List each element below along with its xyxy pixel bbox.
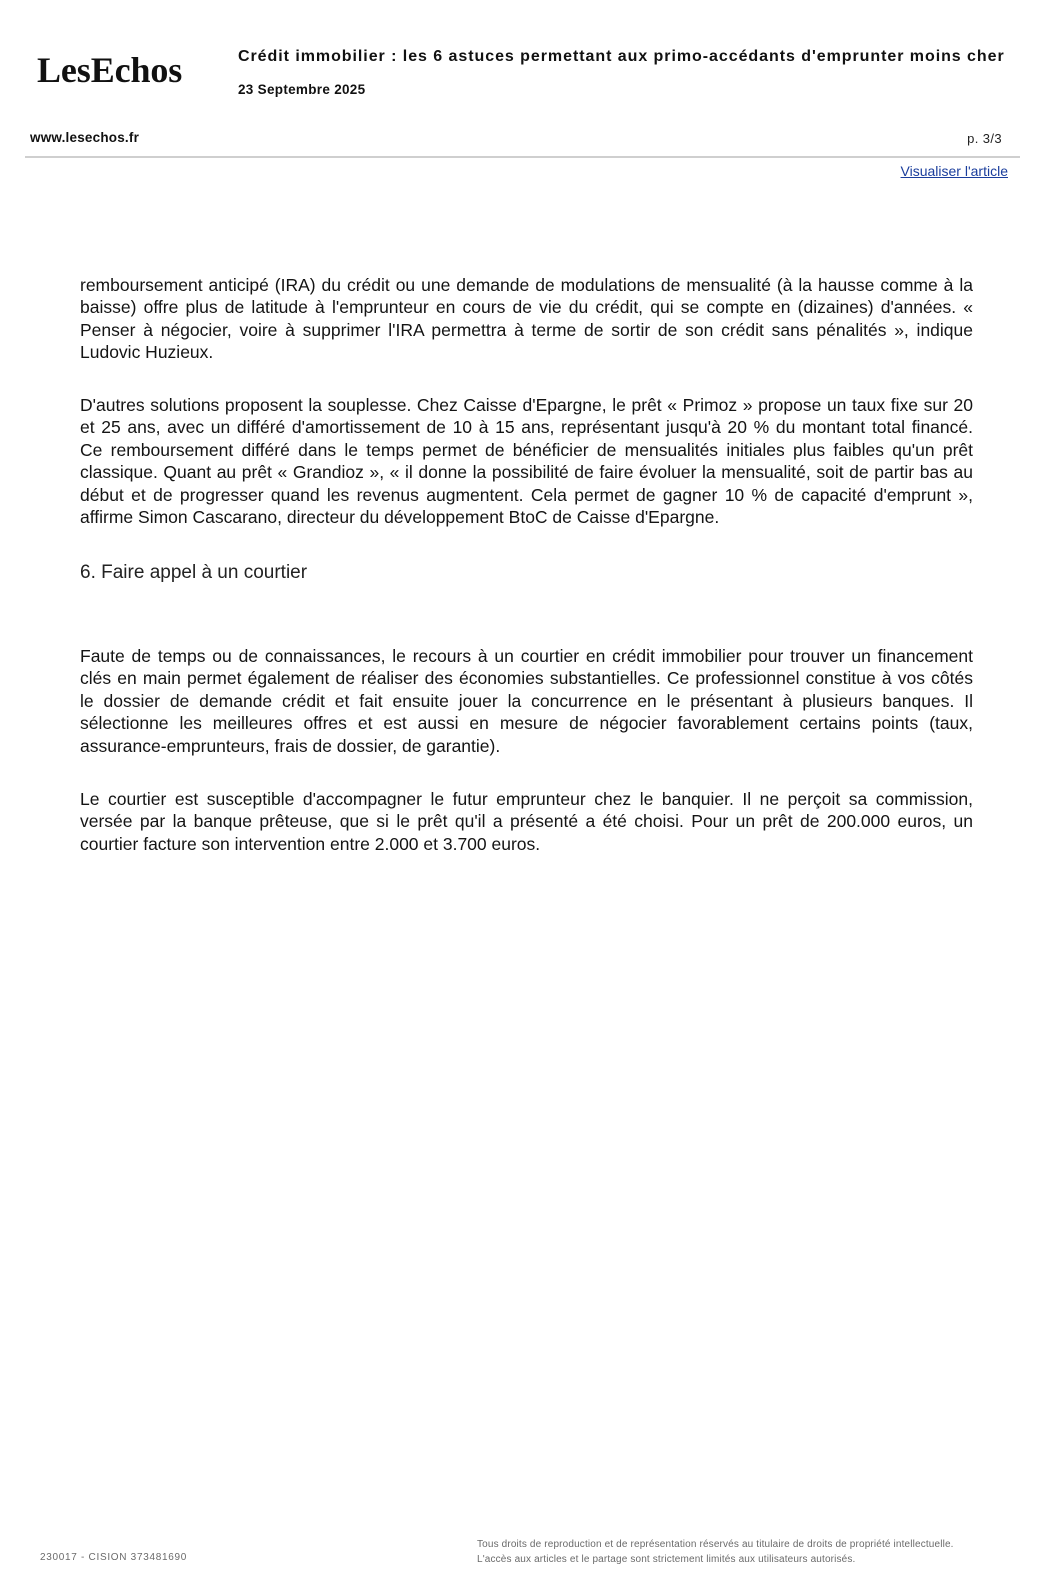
paragraph-line: début et de progresser quand les revenus augmentent. Cela permet de gagner 10 % de capacité d'emprunt », <box>80 484 973 505</box>
article-paragraph <box>80 274 973 364</box>
paragraph-line: et 25 ans, avec un différé d'amortissement de 10 à 15 ans, représentant jusqu'à 20 % du montant total financé. <box>80 417 973 438</box>
article-paragraph <box>80 394 973 529</box>
paragraph-line: remboursement anticipé (IRA) du crédit ou une demande de modulations de mensualité (à la hausse comme à la <box>80 275 973 295</box>
cision-reference: 230017 - CISION 373481690 <box>40 1552 188 1563</box>
copyright-notice: Tous droits de reproduction et de représentation réservés au titulaire de droits de propriété intellectuelle. <box>477 1539 954 1550</box>
paragraph-line: Penser à négocier, voire à supprimer l'IRA permettra à terme de sortir de son crédit sans pénalités », indique <box>80 319 973 340</box>
paragraph-line: courtier facture son intervention entre 2.000 et 3.700 euros. <box>80 833 541 854</box>
paragraph-line: assurance-emprunteurs, frais de dossier, de garantie). <box>80 735 501 756</box>
paragraph-line: versée par la banque prêteuse, que si le prêt qu'il a présenté a été choisi. Pour un prêt de 200.000 euros, un <box>80 811 973 832</box>
paragraph-line: sélectionne les meilleures offres et est aussi en mesure de négocier favorablement certains points (taux, <box>80 713 973 734</box>
article-title: Crédit immobilier : les 6 astuces permettant aux primo-accédants d'emprunter moins cher <box>238 48 1005 65</box>
paragraph-line: affirme Simon Cascarano, directeur du développement BtoC de Caisse d'Epargne. <box>80 507 720 528</box>
paragraph-line: Ce remboursement différé dans le temps permet de bénéficier de mensualités initiales plus faibles qu'un prêt <box>80 439 973 460</box>
paragraph-line: classique. Quant au prêt « Grandioz », « il donne la possibilité de faire évoluer la mensualité, soit de partir bas au <box>80 462 973 483</box>
source-website: www.lesechos.fr <box>30 130 140 145</box>
paragraph-line: clés en main permet également de réaliser des économies substantielles. Ce professionnel constitue à vos côtés <box>80 668 973 689</box>
page-number: p. 3/3 <box>967 131 1002 146</box>
les-echos-logo: LesEchos <box>37 50 183 90</box>
paragraph-line: D'autres solutions proposent la souplesse. Chez Caisse d'Epargne, le prêt « Primoz » propose un taux fixe sur 20 <box>80 395 973 415</box>
paragraph-line: Le courtier est susceptible d'accompagner le futur emprunteur chez le banquier. Il ne perçoit sa commission, <box>80 789 973 809</box>
article-paragraph <box>80 645 973 757</box>
view-article-link[interactable]: Visualiser l'article <box>900 163 1008 179</box>
paragraph-line: Ludovic Huzieux. <box>80 342 214 363</box>
paragraph-line: baisse) offre plus de latitude à l'emprunteur en cours de vie du crédit, qui se compte en (dizaines) d'années. « <box>80 297 973 318</box>
paragraph-line: Faute de temps ou de connaissances, le recours à un courtier en crédit immobilier pour trouver un financement <box>80 646 973 666</box>
article-paragraph <box>80 788 973 855</box>
section-heading: 6. Faire appel à un courtier <box>80 562 308 583</box>
publication-date: 23 Septembre 2025 <box>238 82 366 97</box>
paragraph-line: le dossier de demande crédit et fait ensuite jouer la concurrence en le présentant à plusieurs banques. Il <box>80 690 973 711</box>
access-notice: L'accès aux articles et le partage sont strictement limités aux utilisateurs autorisés. <box>477 1554 856 1565</box>
header-divider <box>25 156 1020 158</box>
